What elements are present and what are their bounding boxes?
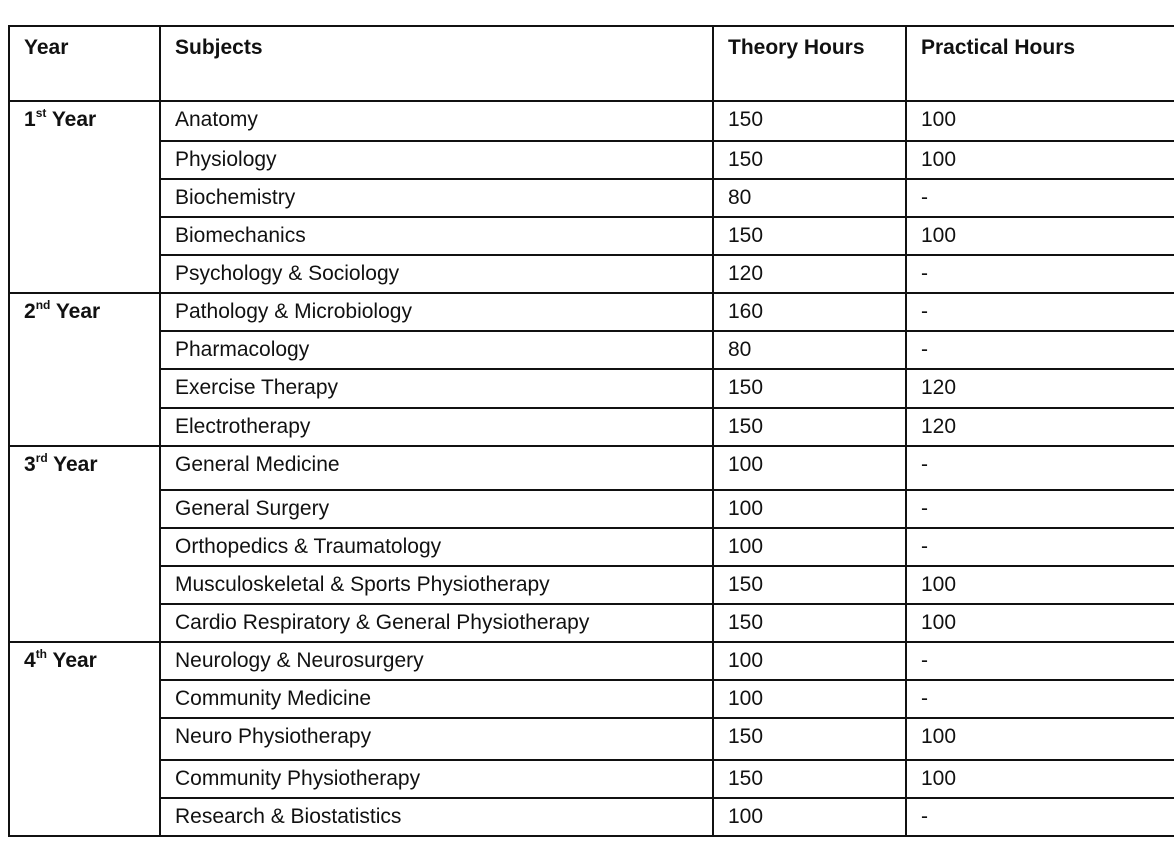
year-word: Year (47, 453, 98, 476)
table-row (9, 760, 1174, 798)
year-ordinal-suffix: th (35, 647, 48, 661)
practical-hours-cell: 120 (906, 369, 1174, 408)
year-ordinal-suffix: st (35, 106, 47, 120)
practical-hours-cell: - (906, 642, 1174, 680)
year-number: 4 (24, 649, 36, 672)
year-word: Year (47, 649, 97, 672)
theory-hours-cell: 150 (713, 101, 906, 141)
practical-hours-cell: 100 (906, 141, 1174, 179)
year-word: Year (46, 108, 97, 131)
practical-hours-cell: - (906, 446, 1174, 490)
table-row (9, 141, 1174, 179)
table-row (9, 369, 1174, 408)
practical-hours-cell: 100 (906, 604, 1174, 642)
year-cell (9, 101, 160, 293)
year-number: 3 (24, 453, 36, 476)
theory-hours-cell: 150 (713, 566, 906, 604)
subject-cell: Orthopedics & Traumatology (160, 528, 713, 566)
theory-hours-cell: 150 (713, 604, 906, 642)
subject-cell: Musculoskeletal & Sports Physiotherapy (160, 566, 713, 604)
theory-hours-cell: 100 (713, 642, 906, 680)
theory-hours-cell: 80 (713, 331, 906, 369)
table-row (9, 331, 1174, 369)
practical-hours-cell: - (906, 680, 1174, 718)
table-row (9, 718, 1174, 760)
table-row (9, 566, 1174, 604)
theory-hours-cell: 150 (713, 369, 906, 408)
practical-hours-cell: - (906, 293, 1174, 331)
practical-hours-cell: - (906, 179, 1174, 217)
curriculum-table (8, 25, 1174, 837)
table-row (9, 293, 1174, 331)
table-row (9, 528, 1174, 566)
practical-hours-cell: 100 (906, 566, 1174, 604)
year-number: 1 (24, 108, 36, 131)
practical-hours-cell: - (906, 255, 1174, 293)
year-cell (9, 446, 160, 642)
subject-cell: Cardio Respiratory & General Physiotherapy (160, 604, 713, 642)
theory-hours-cell: 80 (713, 179, 906, 217)
practical-hours-cell: - (906, 798, 1174, 836)
theory-hours-cell: 100 (713, 446, 906, 490)
practical-hours-cell: 100 (906, 718, 1174, 760)
practical-hours-cell: 100 (906, 217, 1174, 255)
table-row (9, 408, 1174, 446)
theory-hours-cell: 150 (713, 760, 906, 798)
year-ordinal-suffix: rd (35, 451, 48, 465)
theory-hours-cell: 150 (713, 217, 906, 255)
subject-cell: Research & Biostatistics (160, 798, 713, 836)
theory-hours-cell: 100 (713, 490, 906, 528)
table-row (9, 798, 1174, 836)
table-row (9, 642, 1174, 680)
theory-hours-cell: 100 (713, 528, 906, 566)
subject-cell: Community Physiotherapy (160, 760, 713, 798)
subject-cell: Electrotherapy (160, 408, 713, 446)
header-theory-hours: Theory Hours (713, 26, 906, 101)
year-word: Year (50, 300, 101, 323)
year-cell (9, 642, 160, 836)
theory-hours-cell: 160 (713, 293, 906, 331)
subject-cell: Neuro Physiotherapy (160, 718, 713, 760)
table-row (9, 179, 1174, 217)
practical-hours-cell: 100 (906, 101, 1174, 141)
practical-hours-cell: 120 (906, 408, 1174, 446)
header-subjects: Subjects (160, 26, 713, 101)
theory-hours-cell: 150 (713, 408, 906, 446)
theory-hours-cell: 100 (713, 680, 906, 718)
subject-cell: Pathology & Microbiology (160, 293, 713, 331)
subject-cell: General Medicine (160, 446, 713, 490)
theory-hours-cell: 150 (713, 718, 906, 760)
table-row (9, 490, 1174, 528)
subject-cell: Biochemistry (160, 179, 713, 217)
practical-hours-cell: - (906, 331, 1174, 369)
theory-hours-cell: 150 (713, 141, 906, 179)
table-row (9, 446, 1174, 490)
year-number: 2 (24, 300, 36, 323)
subject-cell: Pharmacology (160, 331, 713, 369)
subject-cell: Neurology & Neurosurgery (160, 642, 713, 680)
practical-hours-cell: - (906, 528, 1174, 566)
table-row (9, 217, 1174, 255)
year-cell (9, 293, 160, 446)
subject-cell: Community Medicine (160, 680, 713, 718)
table-row (9, 101, 1174, 141)
practical-hours-cell: - (906, 490, 1174, 528)
subject-cell: Physiology (160, 141, 713, 179)
table-body (9, 101, 1174, 836)
subject-cell: Biomechanics (160, 217, 713, 255)
table-row (9, 604, 1174, 642)
header-practical-hours: Practical Hours (906, 26, 1174, 101)
subject-cell: Exercise Therapy (160, 369, 713, 408)
table-row (9, 255, 1174, 293)
practical-hours-cell: 100 (906, 760, 1174, 798)
subject-cell: Psychology & Sociology (160, 255, 713, 293)
theory-hours-cell: 120 (713, 255, 906, 293)
table-row (9, 680, 1174, 718)
header-row (9, 26, 1174, 101)
subject-cell: Anatomy (160, 101, 713, 141)
theory-hours-cell: 100 (713, 798, 906, 836)
header-year: Year (9, 26, 160, 101)
subject-cell: General Surgery (160, 490, 713, 528)
year-ordinal-suffix: nd (35, 298, 51, 312)
